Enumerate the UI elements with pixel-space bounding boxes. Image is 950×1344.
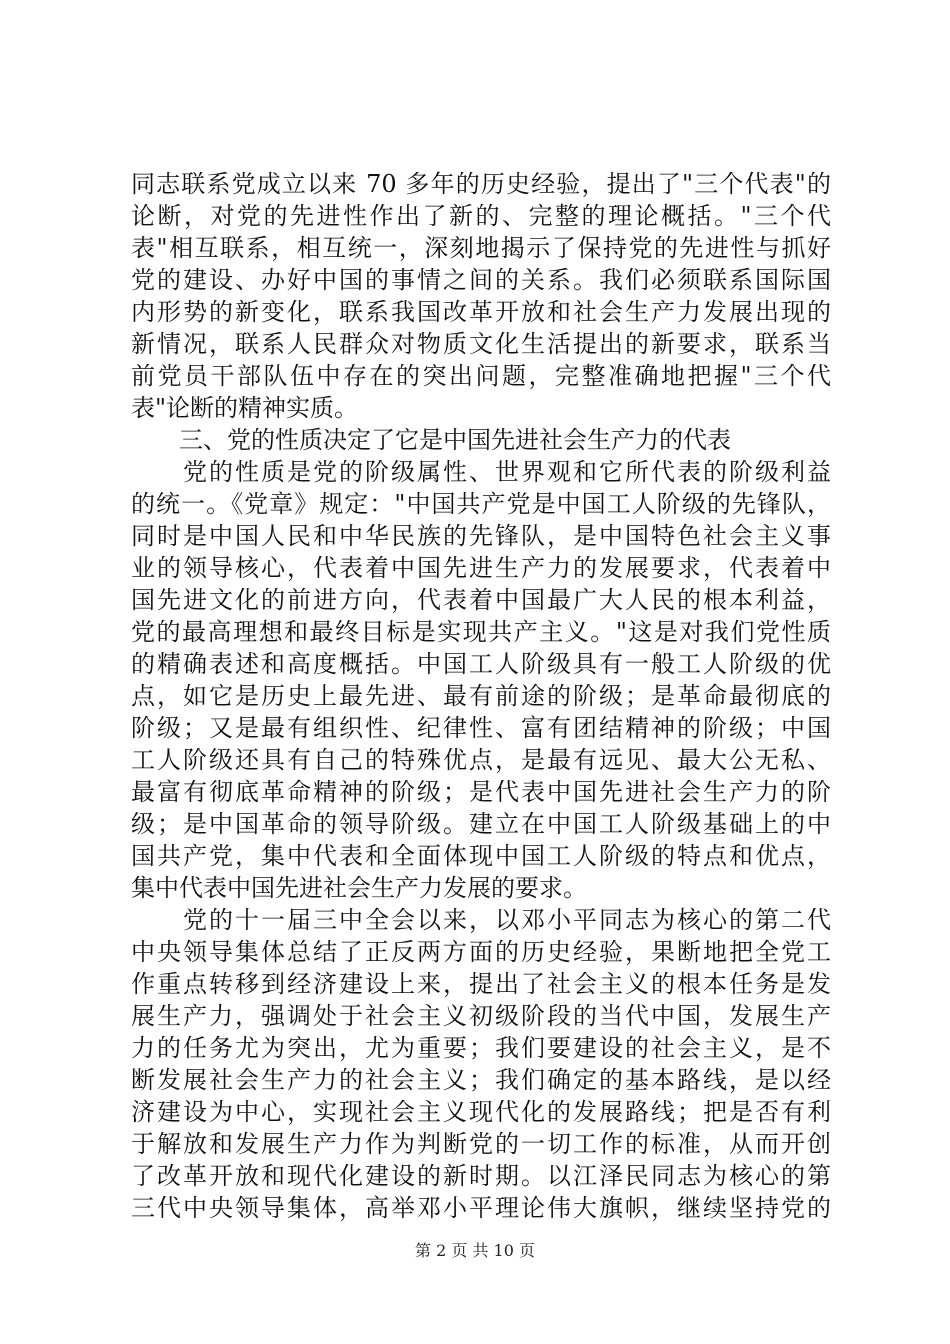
text-line: 济建设为中心，实现社会主义现代化的发展路线；把是否有利 <box>131 1098 831 1126</box>
page-number-footer: 第 2 页 共 10 页 <box>415 1241 535 1260</box>
text-line: 集中代表中国先进社会生产力发展的要求。 <box>131 874 587 902</box>
text-line: 级；是中国革命的领导阶级。建立在中国工人阶级基础上的中 <box>131 810 831 838</box>
text-line: 论断，对党的先进性作出了新的、完整的理论概括。"三个代 <box>131 202 831 230</box>
text-line: 国先进文化的前进方向，代表着中国最广大人民的根本利益， <box>131 586 831 614</box>
text-line: 新情况，联系人民群众对物质文化生活提出的新要求，联系当 <box>131 330 831 358</box>
text-line: 国共产党，集中代表和全面体现中国工人阶级的特点和优点， <box>131 842 831 870</box>
text-line: 业的领导核心，代表着中国先进生产力的发展要求，代表着中 <box>131 554 831 582</box>
text-line: 三代中央领导集体，高举邓小平理论伟大旗帜，继续坚持党的 <box>131 1194 831 1222</box>
text-line: 党的最高理想和最终目标是实现共产主义。"这是对我们党性质 <box>131 618 831 646</box>
text-line: 党的性质是党的阶级属性、世界观和它所代表的阶级利益 <box>131 458 831 486</box>
text-line: 于解放和发展生产力作为判断党的一切工作的标准，从而开创 <box>131 1130 831 1158</box>
document-body <box>131 168 831 1224</box>
text-line: 前党员干部队伍中存在的突出问题，完整准确地把握"三个代 <box>131 362 831 390</box>
text-line: 党的十一届三中全会以来，以邓小平同志为核心的第二代 <box>131 906 831 934</box>
text-line: 党的建设、办好中国的事情之间的关系。我们必须联系国际国 <box>131 266 831 294</box>
text-line: 了改革开放和现代化建设的新时期。以江泽民同志为核心的第 <box>131 1162 831 1190</box>
text-line: 断发展社会生产力的社会主义；我们确定的基本路线，是以经 <box>131 1066 831 1094</box>
text-line: 中央领导集体总结了正反两方面的历史经验，果断地把全党工 <box>131 938 831 966</box>
text-line: 同志联系党成立以来 70 多年的历史经验，提出了"三个代表"的 <box>131 170 831 198</box>
text-line: 的精确表述和高度概括。中国工人阶级具有一般工人阶级的优 <box>131 650 831 678</box>
text-line: 工人阶级还具有自己的特殊优点，是最有远见、最大公无私、 <box>131 746 831 774</box>
text-line: 最富有彻底革命精神的阶级；是代表中国先进社会生产力的阶 <box>131 778 831 806</box>
text-line: 表"论断的精神实质。 <box>131 394 359 422</box>
text-line: 的统一。《党章》规定："中国共产党是中国工人阶级的先锋队， <box>131 490 831 518</box>
text-line: 点，如它是历史上最先进、最有前途的阶级；是革命最彻底的 <box>131 682 831 710</box>
text-line: 阶级；又是最有组织性、纪律性、富有团结精神的阶级；中国 <box>131 714 831 742</box>
text-line: 展生产力，强调处于社会主义初级阶段的当代中国，发展生产 <box>131 1002 831 1030</box>
text-line: 表"相互联系，相互统一，深刻地揭示了保持党的先进性与抓好 <box>131 234 831 262</box>
text-line: 作重点转移到经济建设上来，提出了社会主义的根本任务是发 <box>131 970 831 998</box>
text-line: 同时是中国人民和中华民族的先锋队，是中国特色社会主义事 <box>131 522 831 550</box>
text-line: 内形势的新变化，联系我国改革开放和社会生产力发展出现的 <box>131 298 831 326</box>
section-heading: 三、党的性质决定了它是中国先进社会生产力的代表 <box>131 426 731 454</box>
text-line: 力的任务尤为突出，尤为重要；我们要建设的社会主义，是不 <box>131 1034 831 1062</box>
